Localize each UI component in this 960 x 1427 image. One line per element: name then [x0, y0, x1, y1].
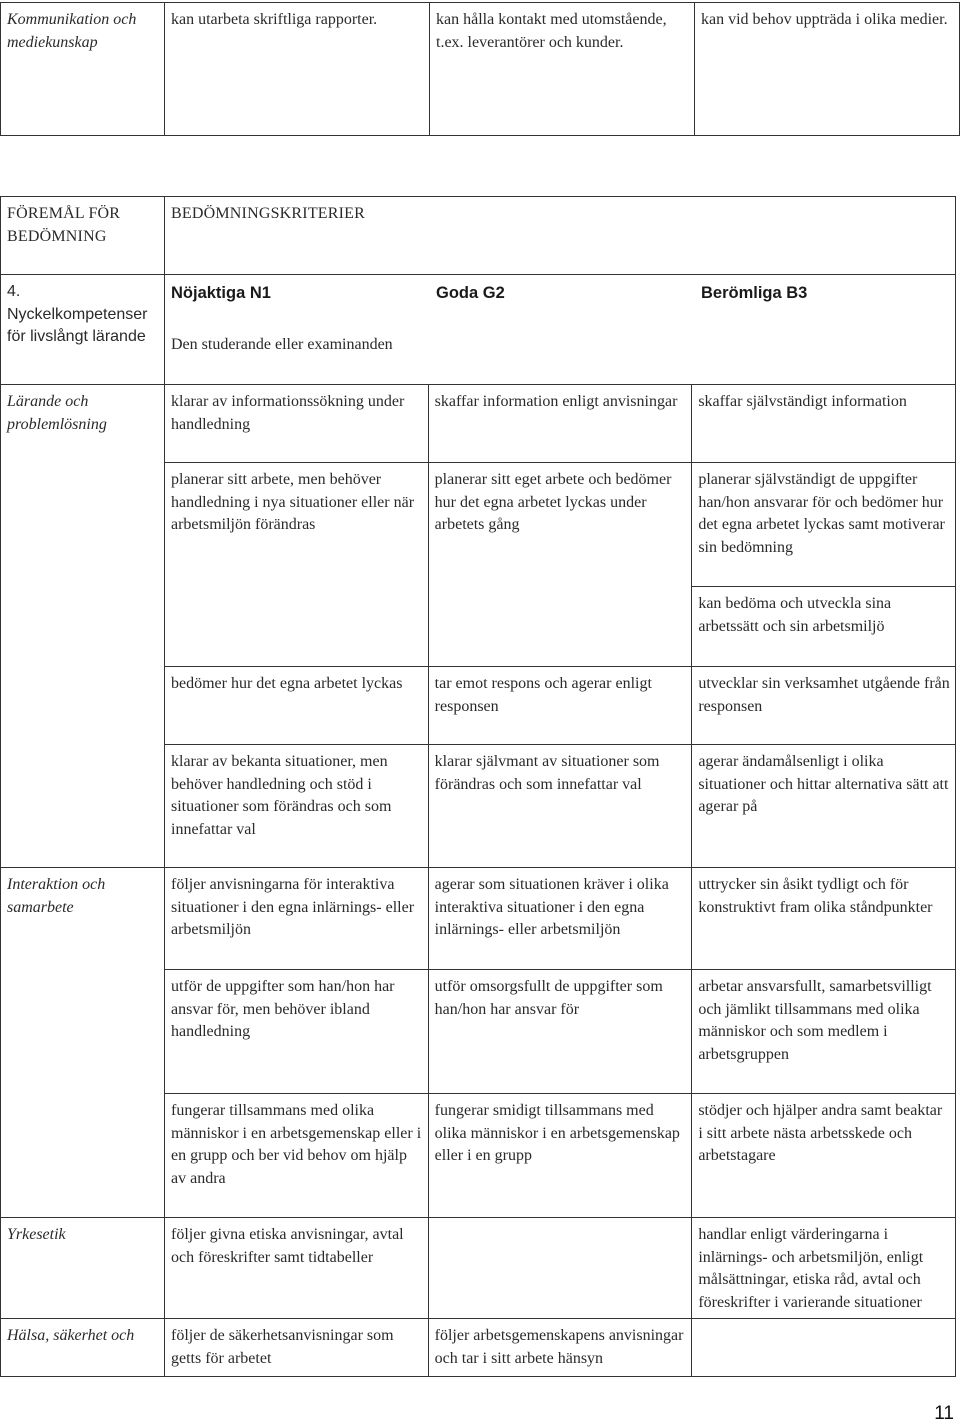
criterion-g2: planerar sitt eget arbete och bedömer hur det egna arbetet lyckas under arbetets gång [428, 463, 692, 587]
criterion-n1: utför de uppgifter som han/hon har ansvar för, men behöver ibland handledning [165, 970, 429, 1094]
row-label: Interaktion och samarbete [1, 868, 165, 970]
row-label: Kommunikation och mediekunskap [1, 3, 165, 136]
table-row [1, 385, 956, 463]
criterion-g2: skaffar information enligt anvisningar [428, 385, 692, 463]
table-row [1, 1094, 956, 1218]
grade-g2-label: Goda G2 [436, 284, 505, 302]
criterion-b3: skaffar självständigt information [692, 385, 956, 463]
criterion-b3: utvecklar sin verksamhet utgående från responsen [692, 667, 956, 745]
criterion-b3: planerar självständigt de uppgifter han/hon ansvarar för och bedömer hur det egna arbetet lyckas samt motiverar sin bedömning [692, 463, 956, 587]
criterion-g2: fungerar smidigt tillsammans med olika människor i en arbetsgemenskap eller i en grupp [428, 1094, 692, 1218]
criterion-n1: planerar sitt arbete, men behöver handledning i nya situationer eller när arbetsmiljön förändras [165, 463, 429, 587]
grade-header-cell [165, 275, 956, 385]
criterion-g2: tar emot respons och agerar enligt responsen [428, 667, 692, 745]
criterion-n1: följer givna etiska anvisningar, avtal och föreskrifter samt tidtabeller [165, 1218, 429, 1319]
row-label [1, 463, 165, 587]
row-label: Hälsa, säkerhet och [1, 1319, 165, 1377]
criterion-n1: klarar av informationssökning under handledning [165, 385, 429, 463]
criterion-b3: agerar ändamålsenligt i olika situationer och hittar alternativa sätt att agerar på [692, 745, 956, 868]
row-label [1, 1094, 165, 1218]
criterion-n1: bedömer hur det egna arbetet lyckas [165, 667, 429, 745]
criterion-n1: klarar av bekanta situationer, men behöver handledning och stöd i situationer som förändras och som innefattar val [165, 745, 429, 868]
row-label: Lärande och problemlösning [1, 385, 165, 463]
criterion-b3: kan vid behov uppträda i olika medier. [695, 3, 960, 136]
assessment-object-header: FÖREMÅL FÖR BEDÖMNING [1, 197, 165, 275]
criterion-g2 [428, 587, 692, 667]
competence-table-top [0, 2, 960, 136]
grade-n1-label: Nöjaktiga N1 [171, 284, 271, 302]
criterion-g2: kan hålla kontakt med utomstående, t.ex. leverantörer och kunder. [430, 3, 695, 136]
criterion-b3: arbetar ansvarsfullt, samarbetsvilligt och jämlikt tillsammans med olika människor och som medlem i arbetsgruppen [692, 970, 956, 1094]
grade-header-row [1, 275, 956, 385]
table-row [1, 745, 956, 868]
criterion-g2: klarar självmant av situationer som förändras och som innefattar val [428, 745, 692, 868]
criterion-b3: kan bedöma och utveckla sina arbetssätt och sin arbetsmiljö [692, 587, 956, 667]
row-label [1, 667, 165, 745]
header-row [1, 197, 956, 275]
criterion-g2 [428, 1218, 692, 1319]
table-row [1, 3, 960, 136]
table-row [1, 970, 956, 1094]
assessment-criteria-table [0, 196, 956, 1377]
criterion-b3: stödjer och hjälper andra samt beaktar i sitt arbete nästa arbetsskede och arbetstagare [692, 1094, 956, 1218]
table-row [1, 1218, 956, 1319]
grade-labels [171, 282, 950, 305]
criterion-b3: uttrycker sin åsikt tydligt och för konstruktivt fram olika ståndpunkter [692, 868, 956, 970]
criterion-n1: kan utarbeta skriftliga rapporter. [165, 3, 430, 136]
table-row [1, 463, 956, 587]
criterion-b3: handlar enligt värderingarna i inlärnings- och arbetsmiljön, enligt målsättningar, etiska råd, avtal och föreskrifter i varierande situationer [692, 1218, 956, 1319]
criterion-n1 [165, 587, 429, 667]
assessment-criteria-header: BEDÖMNINGSKRITERIER [165, 197, 956, 275]
row-label [1, 970, 165, 1094]
criterion-g2: agerar som situationen kräver i olika interaktiva situationer i den egna inlärnings- eller arbetsmiljön [428, 868, 692, 970]
criterion-n1: följer anvisningarna för interaktiva situationer i den egna inlärnings- eller arbetsmiljön [165, 868, 429, 970]
criterion-n1: fungerar tillsammans med olika människor i en arbetsgemenskap eller i en grupp och ber vid behov om hjälp av andra [165, 1094, 429, 1218]
criterion-g2: utför omsorgsfullt de uppgifter som han/hon har ansvar för [428, 970, 692, 1094]
section-label: 4. Nyckelkompetenser för livslångt lärande [1, 275, 165, 385]
table-row [1, 667, 956, 745]
subject-label: Den studerande eller examinanden [171, 335, 393, 353]
table-row [1, 1319, 956, 1377]
grade-b3-label: Berömliga B3 [701, 284, 808, 302]
criterion-g2: följer arbetsgemenskapens anvisningar och tar i sitt arbete hänsyn [428, 1319, 692, 1377]
table-row [1, 868, 956, 970]
row-label [1, 587, 165, 667]
row-label [1, 745, 165, 868]
table-row [1, 587, 956, 667]
page-number: 11 [934, 1403, 954, 1424]
criterion-n1: följer de säkerhetsanvisningar som getts för arbetet [165, 1319, 429, 1377]
row-label: Yrkesetik [1, 1218, 165, 1319]
criterion-b3 [692, 1319, 956, 1377]
